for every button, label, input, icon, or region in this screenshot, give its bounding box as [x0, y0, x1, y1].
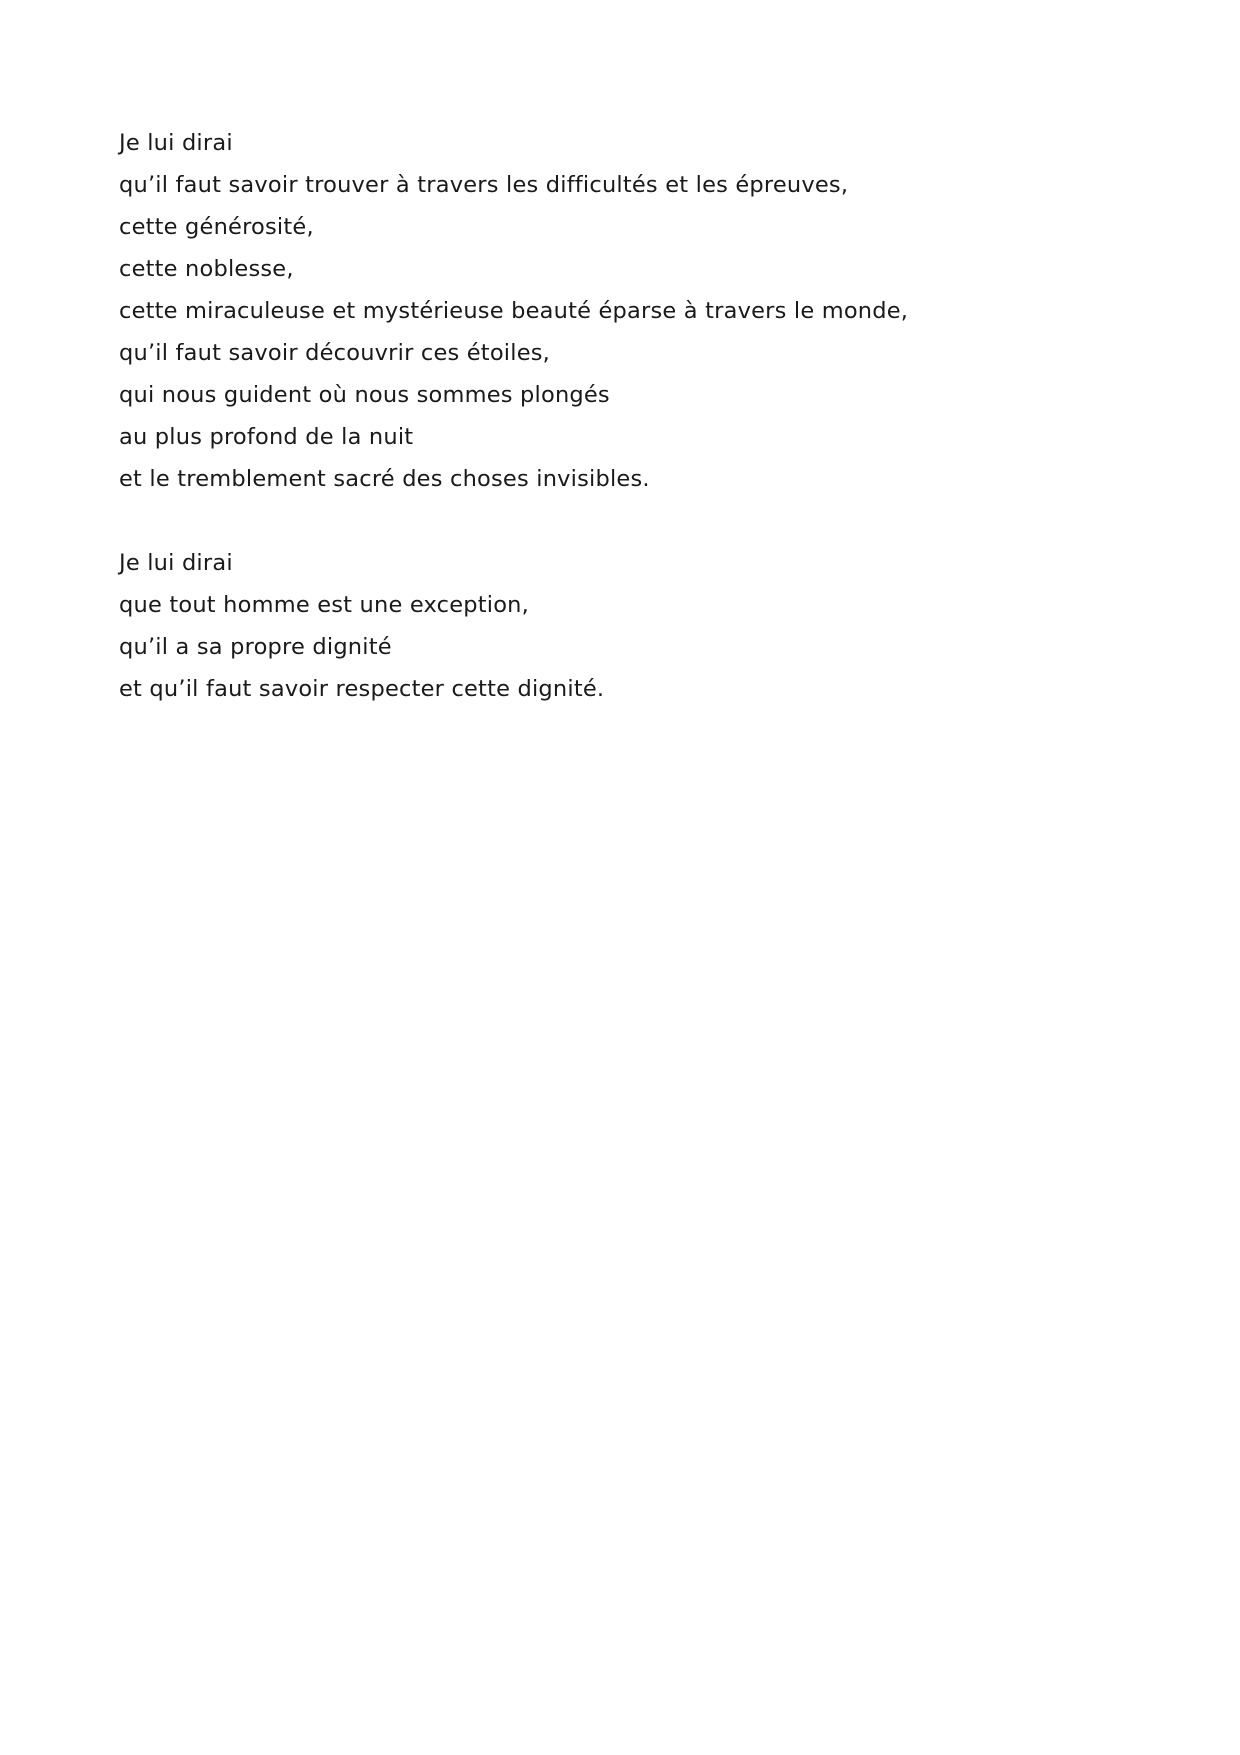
poem-line: qui nous guident où nous sommes plongés: [119, 382, 610, 408]
poem-line: qu’il faut savoir découvrir ces étoiles,: [119, 340, 551, 366]
stanza-2: [119, 542, 1119, 710]
poem-line: que tout homme est une exception,: [119, 592, 529, 618]
poem-line: et qu’il faut savoir respecter cette dignité.: [119, 676, 605, 702]
poem-line: cette miraculeuse et mystérieuse beauté éparse à travers le monde,: [119, 298, 909, 324]
poem-line: Je lui dirai: [119, 130, 233, 156]
poem-line: au plus profond de la nuit: [119, 424, 414, 450]
poem-line: Je lui dirai: [119, 550, 233, 576]
stanza-1: [119, 122, 1119, 500]
poem-line: cette noblesse,: [119, 256, 294, 282]
poem-line: qu’il faut savoir trouver à travers les difficultés et les épreuves,: [119, 172, 849, 198]
poem-line: cette générosité,: [119, 214, 314, 240]
poem-text: [119, 122, 1119, 710]
poem-line: qu’il a sa propre dignité: [119, 634, 392, 660]
poem-line: et le tremblement sacré des choses invisibles.: [119, 466, 650, 492]
